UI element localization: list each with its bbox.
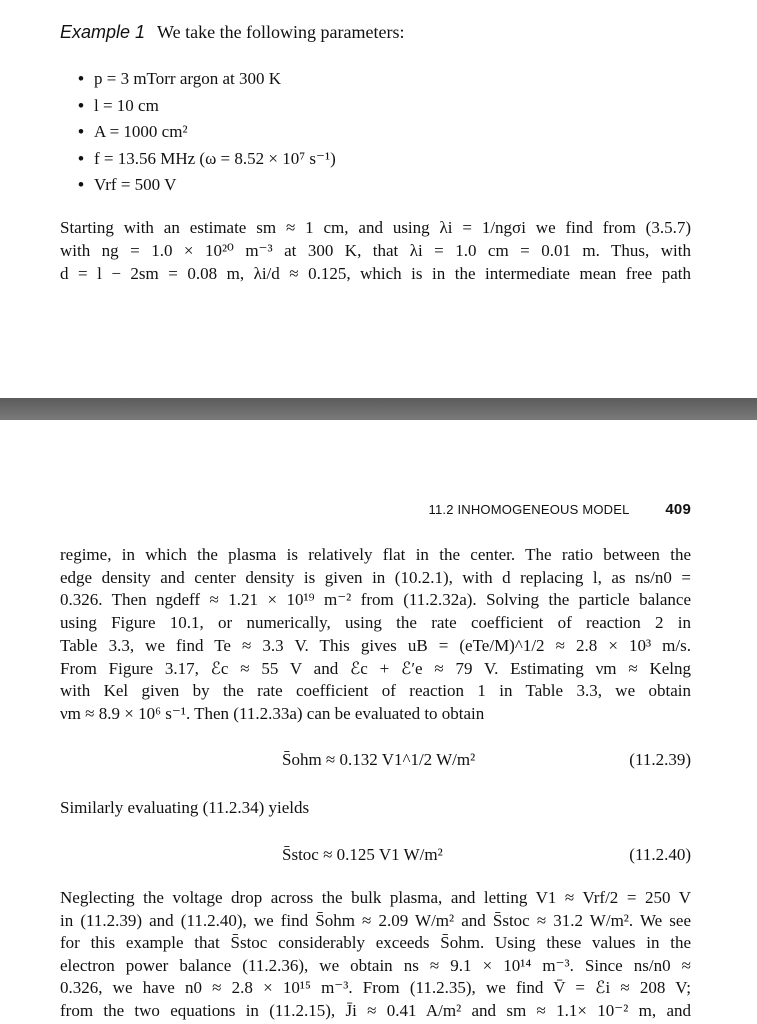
example-heading: [60, 22, 405, 43]
text-line: electron power balance (11.2.36), we obtain ns ≈ 9.1 × 10¹⁴ m⁻³. Since ns/n0 ≈: [60, 955, 691, 975]
bullet-marker: •: [78, 69, 84, 88]
text-line: Starting with an estimate sm ≈ 1 cm, and using λi = 1/ngσi we find from (3.5.7): [60, 218, 691, 237]
text-line: for this example that S̄stoc considerably exceeds S̄ohm. Using these values in the: [60, 933, 691, 953]
running-head: [0, 501, 691, 518]
section-title: 11.2 INHOMOGENEOUS MODEL: [428, 502, 630, 517]
neglect-paragraph: [60, 887, 691, 1023]
parameter-item: • A = 1000 cm²: [78, 119, 336, 146]
page-separator: [0, 398, 757, 420]
parameter-item: • l = 10 cm: [78, 93, 336, 120]
text-line: From Figure 3.17, ℰc ≈ 55 V and ℰc + ℰ′e ≈ 79 V. Estimating νm ≈ Kelng: [60, 658, 691, 678]
text-line: 0.326. Then ngdeff ≈ 1.21 × 10¹⁹ m⁻² from (11.2.32a). Solving the particle balance: [60, 590, 691, 610]
equation-number: (11.2.40): [629, 845, 691, 864]
bullet-marker: •: [78, 175, 84, 194]
text-line: Table 3.3, we find Te ≈ 3.3 V. This gives uB = (eTe/M)^1/2 ≈ 2.8 × 10³ m/s.: [60, 635, 691, 655]
bullet-marker: •: [78, 122, 84, 141]
text-line: with Kel given by the rate coefficient of reaction 1 in Table 3.3, we obtain: [60, 681, 691, 701]
regime-paragraph: [60, 544, 691, 726]
text-line: νm ≈ 8.9 × 10⁶ s⁻¹. Then (11.2.33a) can be evaluated to obtain: [60, 703, 485, 723]
text-line: edge density and center density is given in (10.2.1), with d replacing l, as ns/n0 =: [60, 567, 691, 587]
parameter-list: [78, 66, 336, 199]
text-line: using Figure 10.1, or numerically, using the rate coefficient of reaction 2 in: [60, 613, 691, 633]
page-number: 409: [665, 501, 691, 518]
top-page-fragment: [0, 0, 757, 398]
text-line: 0.326, we have n0 ≈ 2.8 × 10¹⁵ m⁻³. From (11.2.35), we find V̄ = ℰi ≈ 208 V;: [60, 978, 691, 998]
parameter-item: • Vrf = 500 V: [78, 172, 336, 199]
bullet-marker: •: [78, 95, 84, 115]
text-line: Neglecting the voltage drop across the bulk plasma, and letting V1 ≈ Vrf/2 = 250 V: [60, 888, 691, 907]
intro-paragraph: [60, 216, 691, 285]
text-line: from the two equations in (11.2.15), J̄i ≈ 0.41 A/m² and sm ≈ 1.1× 10⁻² m, and: [60, 1000, 691, 1020]
parameter-item: • f = 13.56 MHz (ω = 8.52 × 10⁷ s⁻¹): [78, 146, 336, 173]
text-line: regime, in which the plasma is relatively flat in the center. The ratio between the: [60, 545, 691, 564]
text-line: with ng = 1.0 × 10²⁰ m⁻³ at 300 K, that λi = 1.0 cm = 0.01 m. Thus, with: [60, 241, 691, 260]
equation-number: (11.2.39): [629, 750, 691, 769]
bullet-marker: •: [78, 148, 84, 168]
text-line: d = l − 2sm = 0.08 m, λi/d ≈ 0.125, which is in the intermediate mean free path: [60, 264, 691, 283]
text-line: in (11.2.39) and (11.2.40), we find S̄ohm ≈ 2.09 W/m² and S̄stoc ≈ 31.2 W/m². We see: [60, 910, 691, 930]
parameter-item: • p = 3 mTorr argon at 300 K: [78, 66, 336, 93]
text-line: Similarly evaluating (11.2.34) yields: [60, 798, 310, 817]
similar-paragraph: [60, 796, 691, 819]
example-intro: We take the following parameters:: [157, 22, 405, 42]
example-label: Example 1: [60, 22, 146, 42]
equation-body: S̄ohm ≈ 0.132 V1^1/2 W/m²: [282, 750, 476, 769]
equation-body: S̄stoc ≈ 0.125 V1 W/m²: [282, 845, 443, 864]
